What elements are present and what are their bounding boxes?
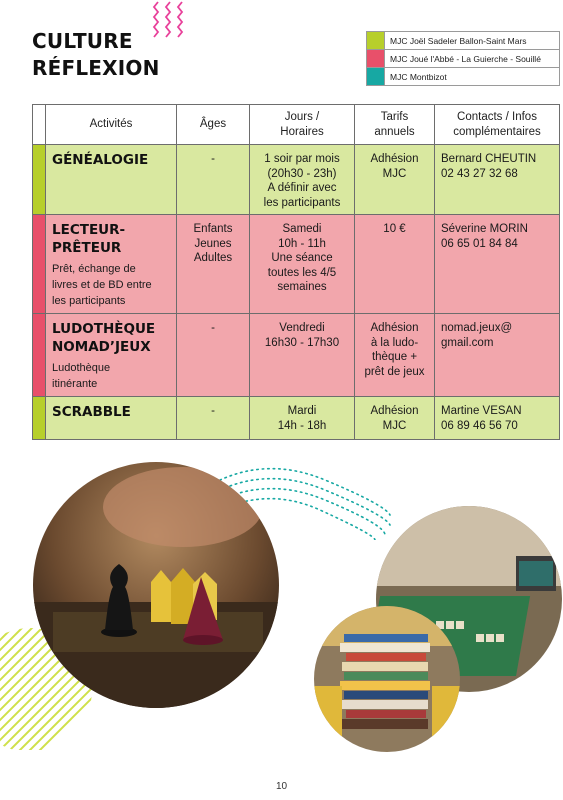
activity-description: Prêt, échange de livres et de BD entre les participants bbox=[52, 263, 152, 307]
legend-label: MJC Joué l'Abbé - La Guierche - Souillé bbox=[390, 53, 541, 64]
days-cell: Samedi 10h - 11h Une séance toutes les 4/5 semaines bbox=[250, 215, 355, 314]
header-contacts: Contacts / Infos complémentaires bbox=[435, 105, 560, 145]
legend-item-ballon bbox=[366, 31, 560, 50]
row-stripe bbox=[33, 215, 46, 314]
ages-cell: - bbox=[177, 145, 250, 215]
activity-cell bbox=[46, 145, 177, 215]
title-line-2: RÉFLEXION bbox=[32, 56, 160, 80]
contact-cell: Séverine MORIN 06 65 01 84 84 bbox=[435, 215, 560, 314]
activity-cell bbox=[46, 397, 177, 440]
activities-table bbox=[32, 104, 560, 440]
table-row bbox=[33, 397, 560, 440]
row-stripe bbox=[33, 314, 46, 397]
activity-cell bbox=[46, 215, 177, 314]
activity-name: SCRABBLE bbox=[52, 404, 131, 420]
title-line-1: CULTURE bbox=[32, 29, 133, 53]
board-game-photo bbox=[33, 462, 279, 708]
days-cell: 1 soir par mois (20h30 - 23h) A définir avec les participants bbox=[250, 145, 355, 215]
legend-item-joue bbox=[366, 49, 560, 68]
contact-cell: nomad.jeux@ gmail.com bbox=[435, 314, 560, 397]
days-cell: Mardi 14h - 18h bbox=[250, 397, 355, 440]
zigzag-decoration-icon bbox=[152, 0, 196, 42]
contact-cell: Martine VESAN 06 89 46 56 70 bbox=[435, 397, 560, 440]
tariff-cell: Adhésion MJC bbox=[355, 397, 435, 440]
tariff-cell: 10 € bbox=[355, 215, 435, 314]
legend-swatch-pink bbox=[367, 50, 385, 67]
row-stripe bbox=[33, 397, 46, 440]
activity-description: Ludothèque itinérante bbox=[52, 362, 111, 390]
contact-cell: Bernard CHEUTIN 02 43 27 32 68 bbox=[435, 145, 560, 215]
page-number: 10 bbox=[275, 781, 288, 792]
header-tariffs: Tarifs annuels bbox=[355, 105, 435, 145]
legend-label: MJC Joël Sadeler Ballon-Saint Mars bbox=[390, 35, 527, 46]
activity-cell bbox=[46, 314, 177, 397]
page-title bbox=[32, 28, 160, 82]
header-days: Jours / Horaires bbox=[250, 105, 355, 145]
table-row bbox=[33, 145, 560, 215]
header-stripe bbox=[33, 105, 46, 145]
table-row bbox=[33, 215, 560, 314]
activity-name: GÉNÉALOGIE bbox=[52, 152, 149, 168]
legend-item-montbizot bbox=[366, 67, 560, 86]
ages-cell: - bbox=[177, 397, 250, 440]
ages-cell: - bbox=[177, 314, 250, 397]
table-row bbox=[33, 314, 560, 397]
tariff-cell: Adhésion à la ludo- thèque + prêt de jeux bbox=[355, 314, 435, 397]
books-photo bbox=[314, 606, 460, 752]
row-stripe bbox=[33, 145, 46, 215]
legend-swatch-teal bbox=[367, 68, 385, 85]
header-activities: Activités bbox=[46, 105, 177, 145]
table-header-row bbox=[33, 105, 560, 145]
header-ages: Âges bbox=[177, 105, 250, 145]
ages-cell: Enfants Jeunes Adultes bbox=[177, 215, 250, 314]
activity-name: LECTEUR- PRÊTEUR bbox=[52, 222, 126, 256]
activity-name: LUDOTHÈQUE NOMAD’JEUX bbox=[52, 321, 156, 355]
tariff-cell: Adhésion MJC bbox=[355, 145, 435, 215]
legend-label: MJC Montbizot bbox=[390, 71, 447, 82]
mjc-legend bbox=[366, 31, 560, 86]
legend-swatch-green bbox=[367, 32, 385, 49]
days-cell: Vendredi 16h30 - 17h30 bbox=[250, 314, 355, 397]
